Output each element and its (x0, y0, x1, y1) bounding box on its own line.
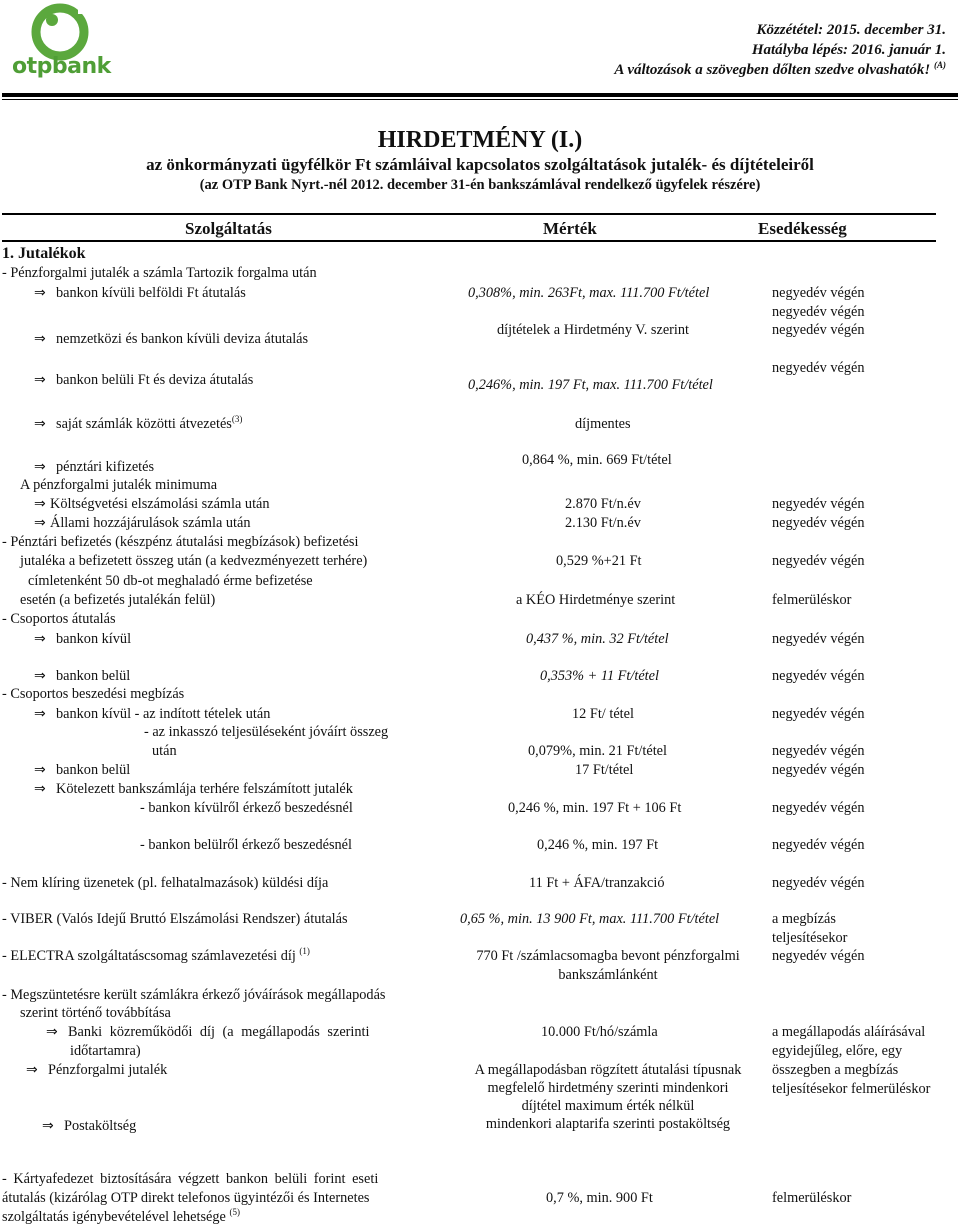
row-label: - VIBER (Valós Idejű Bruttó Elszámolási Rendszer) átutalás (2, 911, 348, 927)
row-label: - Nem klíring üzenetek (pl. felhatalmazások) küldési díja (2, 875, 329, 891)
row-due: negyedév végén (772, 515, 865, 531)
arrow-icon: ⇒ (34, 416, 46, 432)
change-note (614, 60, 946, 80)
arrow-icon: ⇒ (34, 781, 46, 797)
arrow-icon: ⇒ (34, 631, 46, 647)
row-label: átutalás (kizárólag OTP direkt telefonos ügyintézői és Internetes (2, 1190, 370, 1206)
arrow-icon: ⇒ (42, 1118, 54, 1134)
row-rate: 0,079%, min. 21 Ft/tétel (528, 743, 667, 759)
row-label: ⇒ pénztári kifizetés (34, 459, 155, 475)
row-rate: 10.000 Ft/hó/számla (541, 1024, 658, 1040)
row-label: időtartamra) (70, 1043, 141, 1059)
arrow-icon: ⇒ (26, 1062, 38, 1078)
row-due: felmerüléskor (772, 592, 852, 608)
row-rate: 17 Ft/tétel (575, 762, 634, 778)
row-due: összegben a megbízás (772, 1062, 899, 1078)
row-rate: 0,246 %, min. 197 Ft + 106 Ft (508, 800, 682, 816)
row-rate: mindenkori alaptarifa szerinti postaköltség (485, 1116, 731, 1132)
top-rule-thick (2, 93, 958, 97)
row-rate: 0,864 %, min. 669 Ft/tétel (522, 452, 672, 468)
row-label: - bankon belülről érkező beszedésnél (140, 837, 352, 853)
row-rate: 0,246 %, min. 197 Ft (537, 837, 659, 853)
row-label: szerint történő továbbítása (20, 1005, 171, 1021)
row-label: - az inkasszó teljesüléseként jóváírt összeg (144, 724, 389, 740)
row-due: negyedév végén (772, 762, 865, 778)
row-due: teljesítésekor felmerüléskor (772, 1081, 931, 1097)
row-due: a megbízás (772, 911, 836, 927)
otp-logo (8, 2, 111, 82)
row-rate: 2.130 Ft/n.év (565, 515, 641, 531)
top-rule-thin (2, 99, 958, 100)
pf-header: - Pénzforgalmi jutalék a számla Tartozik forgalma után (2, 265, 317, 281)
row-label: - bankon kívülről érkező beszedésnél (140, 800, 353, 816)
row-due: negyedév végén (772, 631, 865, 647)
row-label: ⇒ bankon kívül (34, 631, 132, 647)
row-label: ⇒ nemzetközi és bankon kívüli deviza átutalás (34, 331, 309, 347)
row-label: ⇒ Költségvetési elszámolási számla után (34, 496, 270, 512)
otp-logo-mark (8, 2, 108, 62)
row-rate: 2.870 Ft/n.év (565, 496, 641, 512)
row-label: ⇒ saját számlák közötti átvezetés$^{(3)}$ (34, 414, 243, 432)
row-due: negyedév végén (772, 553, 865, 569)
row-due: negyedév végén (772, 285, 865, 301)
row-rate: 0,437 %, min. 32 Ft/tétel (526, 631, 669, 647)
row-label: után (152, 743, 177, 759)
change-note-text: A változások a szövegben dőlten szedve olvashatók! (614, 62, 931, 78)
row-rate: 0,353% + 11 Ft/tétel (540, 668, 659, 684)
row-due: negyedév végén (772, 800, 865, 816)
row-due: a megállapodás aláírásával (772, 1024, 926, 1040)
row-rate: 0,7 %, min. 900 Ft (546, 1190, 653, 1206)
effective-date: Hatályba lépés: 2016. január 1. (751, 42, 946, 58)
row-label: - Megszüntetésre került számlákra érkező jóváírások megállapodás (2, 987, 386, 1003)
row-label: ⇒ bankon kívül - az indított tételek után (34, 706, 271, 722)
minimum-header: A pénzforgalmi jutalék minimuma (20, 477, 218, 493)
row-label: - Pénztári befizetés (készpénz átutalási megbízások) befizetési (2, 534, 359, 550)
row-label: ⇒ bankon belül (34, 668, 131, 684)
row-due: negyedév végén (772, 706, 865, 722)
row-label: ⇒ Banki közreműködői díj (a megállapodás szerinti (46, 1024, 370, 1040)
publication-date: Közzététel: 2015. december 31. (756, 22, 946, 38)
row-label: ⇒ Postaköltség (42, 1118, 137, 1134)
column-due: Esedékesség (758, 219, 847, 238)
page-scope: (az OTP Bank Nyrt.-nél 2012. december 31-én bankszámlával rendelkező ügyfelek részére) (199, 177, 761, 193)
row-label: ⇒ Kötelezett bankszámlája terhére felszámított jutalék (34, 781, 353, 797)
row-due: negyedév végén (772, 948, 865, 964)
row-label: ⇒ bankon belüli Ft és deviza átutalás (34, 372, 254, 388)
row-rate: 0,246%, min. 197 Ft, max. 111.700 Ft/tétel (468, 377, 713, 393)
direct-debit-header: - Csoportos beszedési megbízás (2, 686, 185, 702)
row-due: negyedév végén (772, 875, 865, 891)
page-title: HIRDETMÉNY (I.) (377, 127, 583, 153)
arrow-icon: ⇒ (34, 285, 46, 301)
row-label: ⇒ bankon belül (34, 762, 131, 778)
row-rate: A megállapodásban rögzített átutalási típusnak (474, 1062, 742, 1078)
section-title-commissions: 1. Jutalékok (2, 245, 86, 262)
header-rule-bottom (2, 240, 936, 242)
arrow-icon: ⇒ (34, 762, 46, 778)
row-due: egyidejűleg, előre, egy (772, 1043, 903, 1059)
otp-logo-text: otpbank (12, 54, 111, 79)
row-label: - ELECTRA szolgáltatáscsomag számlavezetési díj $^{(1)}$ (2, 946, 310, 964)
row-label: ⇒ Pénzforgalmi jutalék (26, 1062, 168, 1078)
arrow-icon: ⇒ (34, 459, 46, 475)
row-rate: díjmentes (575, 416, 631, 432)
row-rate: 12 Ft/ tétel (572, 706, 634, 722)
column-rate: Mérték (543, 219, 597, 238)
arrow-icon: ⇒ (34, 515, 46, 531)
row-rate: megfelelő hirdetmény szerinti mindenkori (487, 1080, 729, 1096)
row-rate: díjtételek a Hirdetmény V. szerint (497, 322, 690, 338)
row-label: ⇒ bankon kívüli belföldi Ft átutalás (34, 285, 246, 301)
row-label: esetén (a befizetés jutalékán felül) (20, 592, 216, 608)
change-note-sup: (A) (934, 60, 946, 70)
row-due: negyedév végén (772, 322, 865, 338)
row-rate: 770 Ft /számlacsomagba bevont pénzforgalmi (476, 948, 740, 964)
row-rate: 0,308%, min. 263Ft, max. 111.700 Ft/tétel (468, 285, 710, 301)
arrow-icon: ⇒ (34, 496, 46, 512)
column-service: Szolgáltatás (185, 219, 272, 238)
row-label: - Kártyafedezet biztosítására végzett bankon belüli forint eseti (2, 1171, 379, 1187)
row-due: negyedév végén (772, 304, 865, 320)
row-rate: bankszámlánként (558, 967, 658, 983)
row-rate: a KÉO Hirdetménye szerint (516, 592, 676, 608)
header-rule-top (2, 213, 936, 215)
arrow-icon: ⇒ (34, 331, 46, 347)
arrow-icon: ⇒ (34, 668, 46, 684)
row-due: negyedév végén (772, 668, 865, 684)
arrow-icon: ⇒ (34, 372, 46, 388)
row-rate: 0,529 %+21 Ft (556, 553, 642, 569)
row-rate: díjtétel maximum érték nélkül (521, 1098, 695, 1114)
row-due: negyedév végén (772, 837, 865, 853)
row-due: negyedév végén (772, 360, 865, 376)
row-rate: 11 Ft + ÁFA/tranzakció (529, 875, 665, 891)
row-label: címletenként 50 db-ot meghaladó érme befizetése (28, 573, 313, 589)
row-label: ⇒ Állami hozzájárulások számla után (34, 515, 251, 531)
row-due: teljesítésekor (772, 930, 848, 946)
arrow-icon: ⇒ (46, 1024, 58, 1040)
row-due: negyedév végén (772, 743, 865, 759)
page-subtitle: az önkormányzati ügyfélkör Ft számláival kapcsolatos szolgáltatások jutalék- és díjtételeiről (146, 155, 814, 174)
arrow-icon: ⇒ (34, 706, 46, 722)
row-rate: 0,65 %, min. 13 900 Ft, max. 111.700 Ft/tétel (460, 911, 720, 927)
row-label: jutaléka a befizetett összeg után (a kedvezményezett terhére) (20, 553, 368, 569)
row-label: szolgáltatás igénybevételével lehetsége $^{(5)}$ (2, 1207, 240, 1225)
group-transfer-header: - Csoportos átutalás (2, 611, 116, 627)
row-due: negyedév végén (772, 496, 865, 512)
row-due: felmerüléskor (772, 1190, 852, 1206)
